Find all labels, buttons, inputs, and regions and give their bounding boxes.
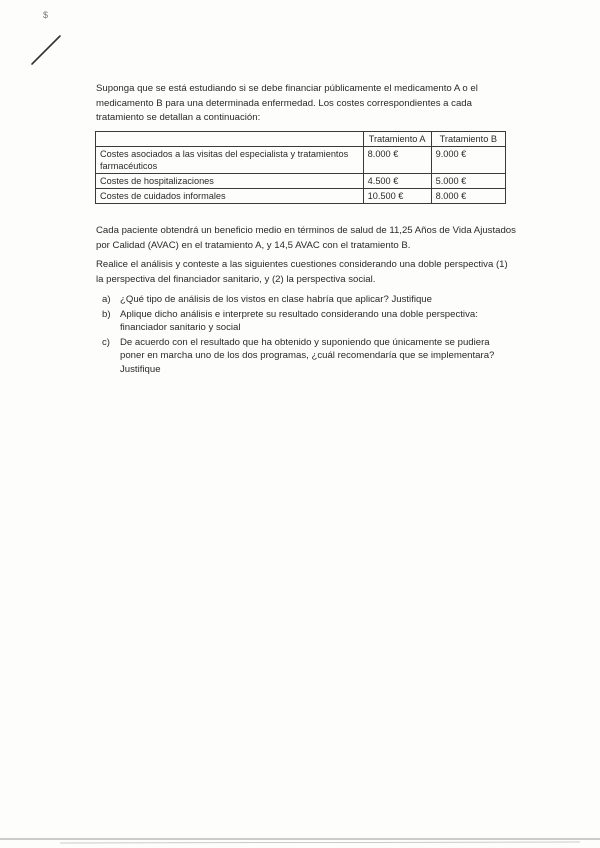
cost-treatment-b: 8.000 € bbox=[431, 189, 505, 204]
table-header-empty bbox=[96, 132, 364, 147]
list-item bbox=[96, 308, 516, 335]
intro-paragraph: Suponga que se está estudiando si se debe financiar públicamente el medicamento A o el medicamento B para una determinada enfermedad. Los costes correspondientes a cada tratamiento se detallan a continuación: bbox=[96, 83, 478, 123]
instructions-paragraph: Realice el análisis y conteste a las siguientes cuestiones considerando una doble perspectiva (1) la perspectiva del financiador sanitario, y (2) la perspectiva social. bbox=[96, 259, 508, 285]
question-text: ¿Qué tipo de análisis de los vistos en clase habría que aplicar? Justifique bbox=[120, 294, 432, 305]
benefit-paragraph: Cada paciente obtendrá un beneficio medio en términos de salud de 11,25 Años de Vida Ajustados por Calidad (AVAC) en el tratamiento A, y 14,5 AVAC con el tratamiento B. bbox=[96, 225, 516, 251]
question-letter: a) bbox=[102, 294, 111, 305]
corner-mark: $ bbox=[43, 10, 49, 20]
cost-concept: Costes asociados a las visitas del especialista y tratamientos farmacéuticos bbox=[96, 147, 364, 174]
table-row bbox=[96, 147, 506, 174]
cost-treatment-a: 8.000 € bbox=[363, 147, 431, 174]
table-row bbox=[96, 189, 506, 204]
table-row bbox=[96, 174, 506, 189]
table-header-row bbox=[96, 132, 506, 147]
cost-treatment-b: 9.000 € bbox=[431, 147, 505, 174]
questions-list bbox=[96, 293, 516, 377]
pen-stroke-mark bbox=[26, 34, 66, 68]
cost-treatment-a: 4.500 € bbox=[363, 174, 431, 189]
cost-treatment-b: 5.000 € bbox=[431, 174, 505, 189]
list-item bbox=[96, 293, 516, 307]
scan-edge-line bbox=[0, 836, 600, 848]
costs-table bbox=[95, 131, 506, 204]
cost-treatment-a: 10.500 € bbox=[363, 189, 431, 204]
question-text: De acuerdo con el resultado que ha obtenido y suponiendo que únicamente se pudiera poner en marcha uno de los dos programas, ¿cuál recomendaría que se implementara? Justifique bbox=[120, 336, 495, 375]
cost-concept: Costes de hospitalizaciones bbox=[96, 174, 364, 189]
cost-concept: Costes de cuidados informales bbox=[96, 189, 364, 204]
question-text: Aplique dicho análisis e interprete su resultado considerando una doble perspectiva: financiador sanitario y social bbox=[120, 308, 478, 333]
table-header-treatment-a: Tratamiento A bbox=[363, 132, 431, 147]
question-letter: b) bbox=[102, 308, 111, 320]
table-header-treatment-b: Tratamiento B bbox=[431, 132, 505, 147]
question-letter: c) bbox=[102, 336, 110, 348]
list-item bbox=[96, 336, 516, 377]
